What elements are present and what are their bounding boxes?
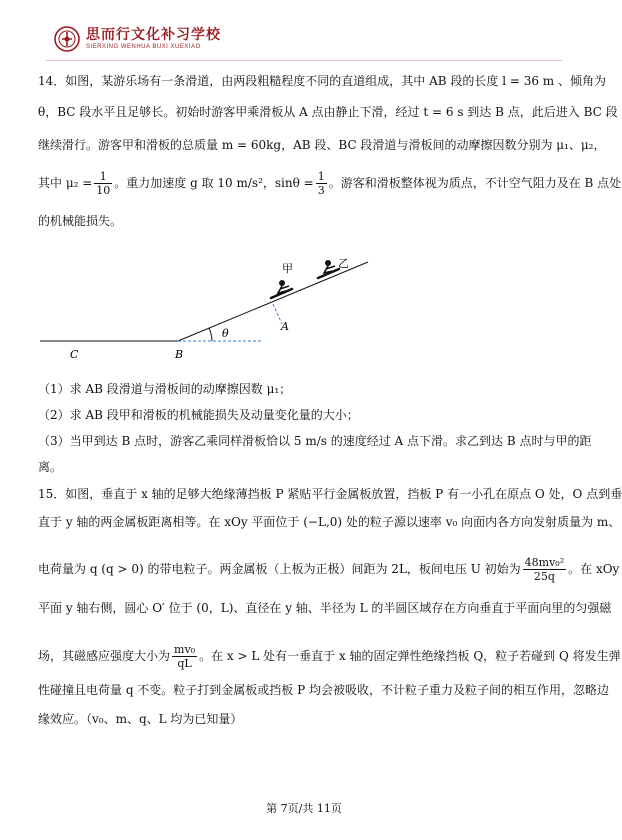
q14-line2: θ，BC 段水平且足够长。初始时游客甲乘滑板从 A 点由静止下滑，经过 t = 6 s 到达 B 点，此后进入 BC 段 [38, 105, 618, 119]
q15-line3-post: 。在 xOy [568, 562, 620, 576]
q15-line4: 平面 y 轴右侧，圆心 O′ 位于 (0，L)、直径在 y 轴、半径为 L 的半圆区域存在方向垂直于平面向里的匀强磁 [38, 601, 612, 615]
q15-line5-pre: 场，其磁感应强度大小为 [38, 649, 171, 663]
theta-arc [209, 328, 212, 341]
q14-sub1: （1）求 AB 段滑道与滑板间的动摩擦因数 μ₁； [38, 382, 292, 396]
q15-line3 [38, 556, 620, 583]
field-numerator: mv₀ [174, 643, 196, 656]
q15-line7: 缘效应。（v₀、m、q、L 均为已知量） [38, 712, 243, 726]
q14-sub2: （2）求 AB 段甲和滑板的机械能损失及动量变化量的大小； [38, 408, 359, 422]
q14-line3: 继续滑行。游客甲和滑板的总质量 m = 60kg，AB 段、BC 段滑道与滑板间的动摩擦因数分别为 μ₁、μ₂， [38, 138, 606, 152]
q14-line4-pre: 其中 μ₂ = [38, 176, 93, 190]
label-jia: 甲 [282, 262, 293, 275]
label-yi: 乙 [338, 257, 349, 270]
mu2-numerator: 1 [94, 170, 112, 184]
school-logo-icon [54, 26, 80, 52]
q15-line3-pre: 电荷量为 q (q > 0) 的带电粒子。两金属板（上板为正极）间距为 2L，板间电压 U 初始为 [38, 562, 521, 576]
sin-denominator: 3 [317, 184, 325, 197]
q15-line1: 15．如图，垂直于 x 轴的足够大绝缘薄挡板 P 紧贴平行金属板放置，挡板 P 有一小孔在原点 O 处，O 点到垂 [38, 487, 622, 501]
school-name: 思而行文化补习学校 [86, 27, 221, 43]
q14-line4 [38, 170, 622, 197]
sin-fraction [316, 170, 327, 197]
q14-line4-mid: 。重力加速度 g 取 10 m/s²，sinθ = [114, 176, 314, 190]
label-b: B [175, 348, 184, 361]
q15-line2: 直于 y 轴的两金属板距离相等。在 xOy 平面位于 (−L,0) 处的粒子源以速率 v₀ 向面内各方向发射质量为 m、 [38, 515, 621, 529]
q14-sub3a: （3）当甲到达 B 点时，游客乙乘同样滑板恰以 5 m/s 的速度经过 A 点下滑。求乙到达 B 点时与甲的距 [38, 434, 592, 448]
page-footer: 第 7页/共 11页 [266, 802, 342, 815]
q14-line4-post: 。游客和滑板整体视为质点，不计空气阻力及在 B 点处 [328, 176, 622, 190]
q14-sub3b: 离。 [38, 460, 63, 474]
header-divider [46, 60, 562, 61]
slide-diagram [30, 258, 390, 368]
mu2-denominator: 10 [96, 184, 111, 197]
q15-line5 [38, 643, 621, 670]
label-theta: θ [222, 327, 229, 340]
q15-line6: 性碰撞且电荷量 q 不变。粒子打到金属板或挡板 P 均会被吸收，不计粒子重力及粒子间的相互作用，忽略边 [38, 683, 610, 697]
school-pinyin: SIERXING WENHUA BUXI XUEXIAO [86, 44, 201, 50]
voltage-numerator: 48mv₀² [524, 556, 565, 569]
mu2-fraction [94, 170, 112, 197]
field-fraction [172, 643, 197, 670]
slope-ab [178, 262, 368, 341]
page-header [54, 24, 221, 54]
voltage-fraction [523, 556, 566, 583]
label-c: C [70, 348, 79, 361]
school-brand [86, 28, 221, 50]
q14-line5: 的机械能损失。 [38, 214, 123, 228]
label-a: A [281, 320, 289, 333]
sin-numerator: 1 [317, 170, 325, 183]
voltage-denominator: 25q [533, 570, 555, 583]
field-denominator: qL [177, 657, 192, 670]
q14-line1: 14．如图，某游乐场有一条滑道，由两段粗糙程度不同的直道组成，其中 AB 段的长度 l = 36 m 、倾角为 [38, 74, 606, 88]
q15-line5-post: 。在 x > L 处有一垂直于 x 轴的固定弹性绝缘挡板 Q，粒子若碰到 Q 将发生弹 [199, 649, 621, 663]
